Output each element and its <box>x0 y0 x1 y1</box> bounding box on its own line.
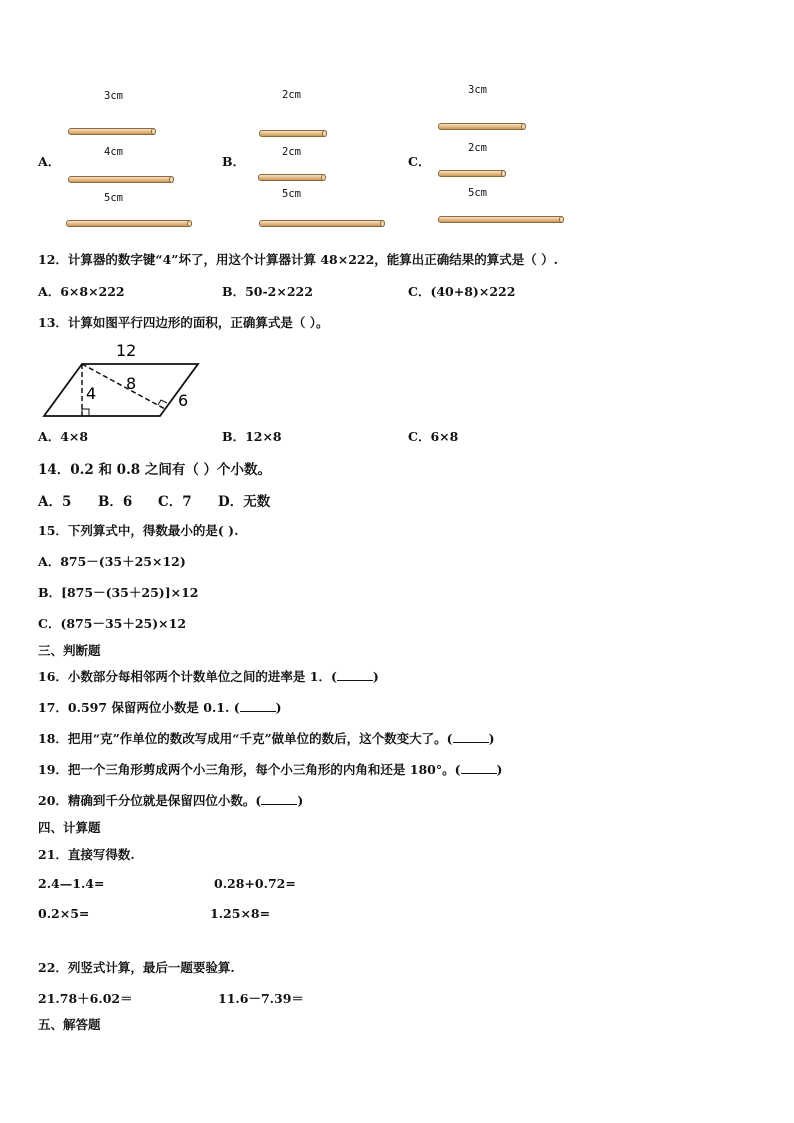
q11-option-a-letter: A． <box>38 154 61 169</box>
parallelogram-figure <box>30 336 230 422</box>
q17 <box>38 698 282 716</box>
q11-option-c-letter: C． <box>408 154 431 169</box>
rod-label: 3cm <box>468 84 487 96</box>
q12-option-c: C．(40+8)×222 <box>408 284 516 299</box>
q17-text: 17．0.597 保留两位小数是 0.1. ( <box>38 700 240 715</box>
rod-label: 4cm <box>104 146 123 158</box>
rod-label: 2cm <box>468 142 487 154</box>
q14-option-a: A．5 <box>38 494 72 510</box>
section-3-heading: 三、判断题 <box>38 643 101 658</box>
q21-item: 1.25×8= <box>210 906 271 921</box>
figure-label-8: 8 <box>126 374 137 393</box>
rod-label: 3cm <box>104 90 123 102</box>
q18-close: ) <box>488 731 495 746</box>
q22-item: 11.6－7.39＝ <box>218 991 304 1006</box>
rod-label: 2cm <box>282 89 301 101</box>
q16-text: 16．小数部分每相邻两个计数单位之间的进率是 1．( <box>38 669 337 684</box>
q20-text: 20．精确到千分位就是保留四位小数。( <box>38 793 262 808</box>
q22-stem: 22．列竖式计算，最后一题要验算. <box>38 960 235 975</box>
q12-stem: 12．计算器的数字键“4”坏了，用这个计算器计算 48×222，能算出正确结果的算式是（ ）. <box>38 252 558 267</box>
q16-answer-blank[interactable] <box>337 679 373 681</box>
rod <box>258 174 326 181</box>
q12-option-b: B．50-2×222 <box>222 284 313 299</box>
rod-label: 2cm <box>282 146 301 158</box>
q18-answer-blank[interactable] <box>453 741 489 743</box>
q11-option-b-letter: B． <box>222 154 246 169</box>
q13-option-c: C．6×8 <box>408 429 459 444</box>
q14-option-c: C．7 <box>158 494 192 510</box>
rod <box>68 176 174 183</box>
q20-answer-blank[interactable] <box>261 803 297 805</box>
q21-item: 0.2×5= <box>38 906 90 921</box>
q15-stem: 15．下列算式中，得数最小的是( ). <box>38 523 239 538</box>
q21-item: 0.28+0.72= <box>214 876 296 891</box>
rod <box>438 123 526 130</box>
q15-option-a: A．875－(35＋25×12) <box>38 554 186 569</box>
rod <box>438 170 506 177</box>
q14-option-d: D．无数 <box>218 494 271 510</box>
q21-item: 2.4—1.4= <box>38 876 105 891</box>
q13-stem: 13．计算如图平行四边形的面积，正确算式是（ ）。 <box>38 315 329 330</box>
rod <box>259 220 385 227</box>
rod <box>438 216 564 223</box>
q18 <box>38 729 495 747</box>
q14-stem: 14．0.2 和 0.8 之间有（ ）个小数。 <box>38 462 272 478</box>
section-4-heading: 四、计算题 <box>38 820 101 835</box>
q16 <box>38 667 379 685</box>
rod-label: 5cm <box>104 192 123 204</box>
figure-label-6: 6 <box>178 391 189 410</box>
q15-option-c: C．(875－35＋25)×12 <box>38 616 187 631</box>
q15-option-b: B．[875－(35＋25)]×12 <box>38 585 199 600</box>
q20 <box>38 791 303 809</box>
q19-answer-blank[interactable] <box>461 772 497 774</box>
q18-text: 18．把用“克”作单位的数改写成用“千克”做单位的数后，这个数变大了。( <box>38 731 453 746</box>
figure-label-12: 12 <box>116 341 137 360</box>
section-5-heading: 五、解答题 <box>38 1017 101 1032</box>
q19 <box>38 760 502 778</box>
q21-stem: 21．直接写得数. <box>38 847 135 862</box>
q12-option-a: A．6×8×222 <box>38 284 125 299</box>
q16-close: ) <box>372 669 379 684</box>
q22-item: 21.78＋6.02＝ <box>38 991 133 1006</box>
q17-answer-blank[interactable] <box>240 710 276 712</box>
q14-option-b: B．6 <box>98 494 133 510</box>
rod-label: 5cm <box>282 188 301 200</box>
q19-text: 19．把一个三角形剪成两个小三角形，每个小三角形的内角和还是 180°。( <box>38 762 461 777</box>
rod <box>259 130 327 137</box>
rod <box>66 220 192 227</box>
rod-label: 5cm <box>468 187 487 199</box>
q13-option-b: B．12×8 <box>222 429 282 444</box>
q20-close: ) <box>297 793 304 808</box>
rod <box>68 128 156 135</box>
figure-label-4: 4 <box>86 384 97 403</box>
q17-close: ) <box>275 700 282 715</box>
q19-close: ) <box>496 762 503 777</box>
q13-option-a: A．4×8 <box>38 429 89 444</box>
